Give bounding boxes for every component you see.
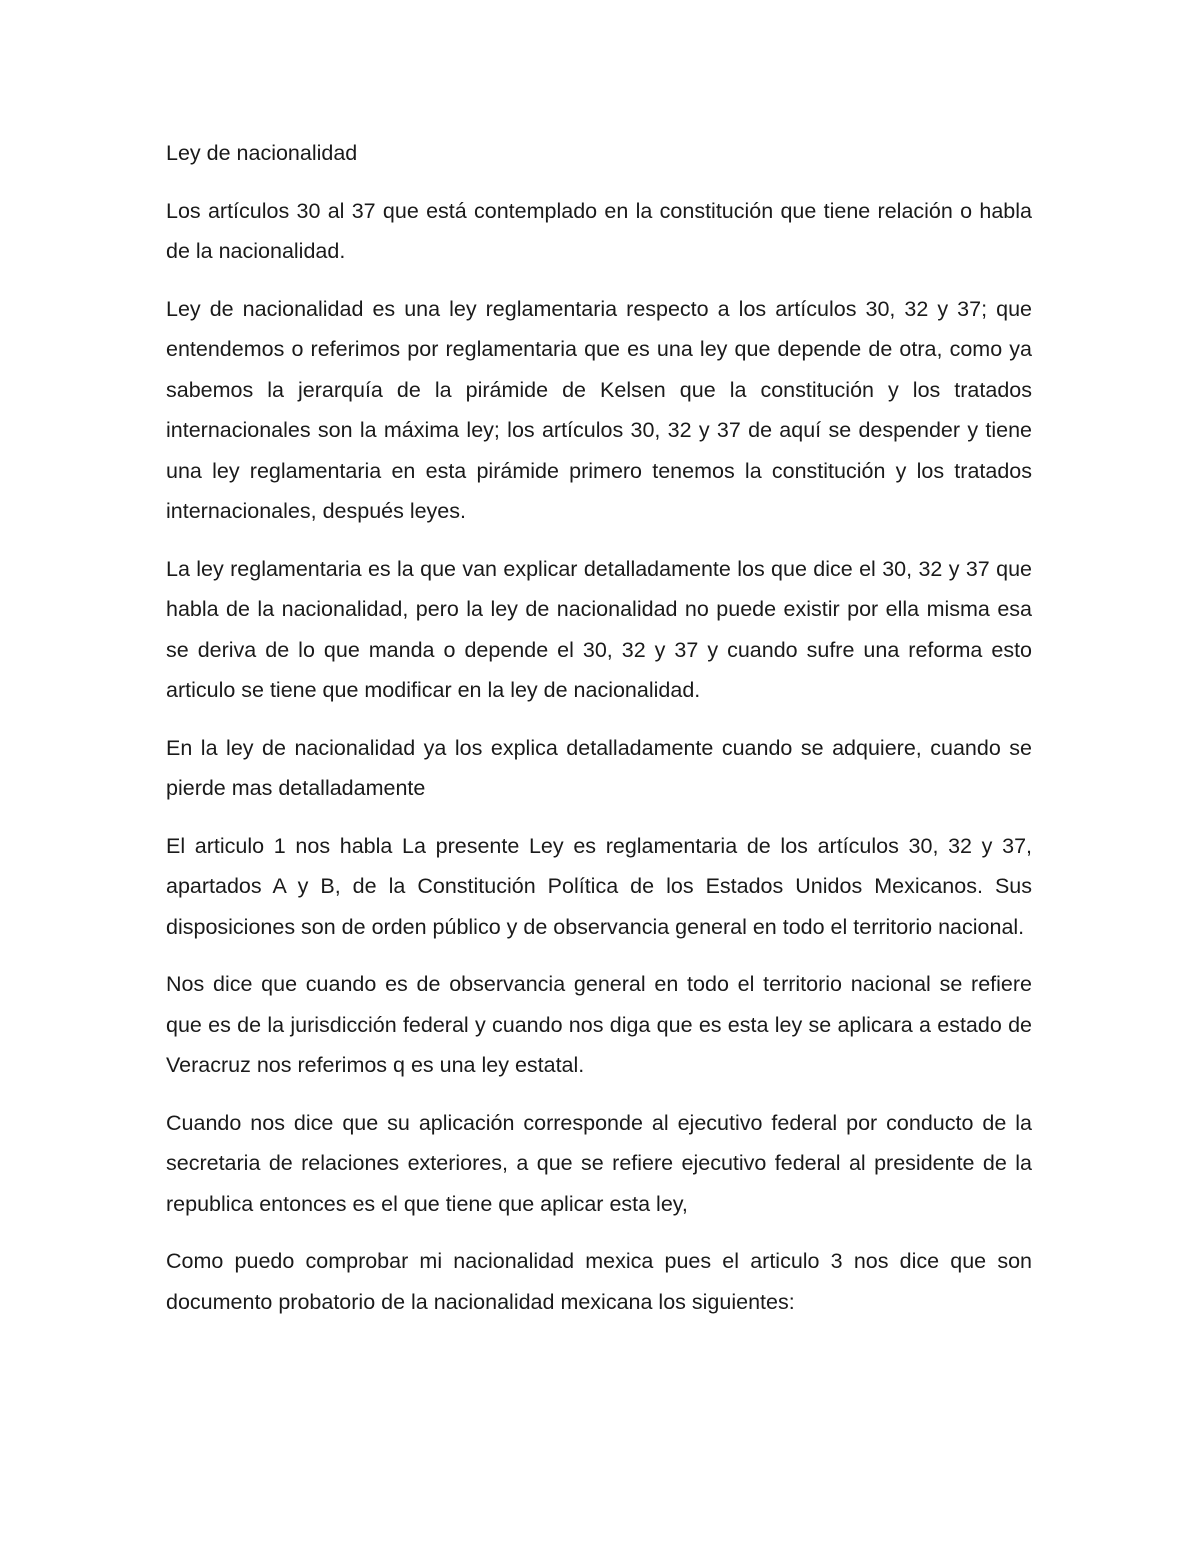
paragraph-7: Cuando nos dice que su aplicación corresponde al ejecutivo federal por conducto de la secretaria de relaciones exteriores, a que se refiere ejecutivo federal al presidente de la republica entonces es el que tiene que aplicar esta ley, [166, 1110, 1032, 1216]
paragraph-1: Los artículos 30 al 37 que está contemplado en la constitución que tiene relación o habla de la nacionalidad. [166, 198, 1032, 263]
document-page [166, 133, 1032, 1339]
paragraph-3: La ley reglamentaria es la que van explicar detalladamente los que dice el 30, 32 y 37 que habla de la nacionalidad, pero la ley de nacionalidad no puede existir por ella misma esa se deriva de lo que manda o depende el 30, 32 y 37 y cuando sufre una reforma esto articulo se tiene que modificar en la ley de nacionalidad. [166, 556, 1032, 702]
paragraph-4: En la ley de nacionalidad ya los explica detalladamente cuando se adquiere, cuando se pierde mas detalladamente [166, 735, 1032, 800]
paragraph-6: Nos dice que cuando es de observancia general en todo el territorio nacional se refiere que es de la jurisdicción federal y cuando nos diga que es esta ley se aplicara a estado de Veracruz nos referimos q es una ley estatal. [166, 972, 1032, 1077]
paragraph-5: El articulo 1 nos habla La presente Ley es reglamentaria de los artículos 30, 32 y 37, apartados A y B, de la Constitución Política de los Estados Unidos Mexicanos. Sus disposiciones son de orden público y de observancia general en todo el territorio nacional. [166, 833, 1032, 939]
document-title: Ley de nacionalidad [166, 141, 358, 165]
paragraph-8: Como puedo comprobar mi nacionalidad mexica pues el articulo 3 nos dice que son documento probatorio de la nacionalidad mexicana los siguientes: [166, 1249, 1032, 1314]
paragraph-2: Ley de nacionalidad es una ley reglamentaria respecto a los artículos 30, 32 y 37; que entendemos o referimos por reglamentaria que es una ley que depende de otra, como ya sabemos la jerarquía de la pirámide de Kelsen que la constitución y los tratados internacionales son la máxima ley; los artículos 30, 32 y 37 de aquí se despender y tiene una ley reglamentaria en esta pirámide primero tenemos la constitución y los tratados internacionales, después leyes. [166, 296, 1032, 523]
